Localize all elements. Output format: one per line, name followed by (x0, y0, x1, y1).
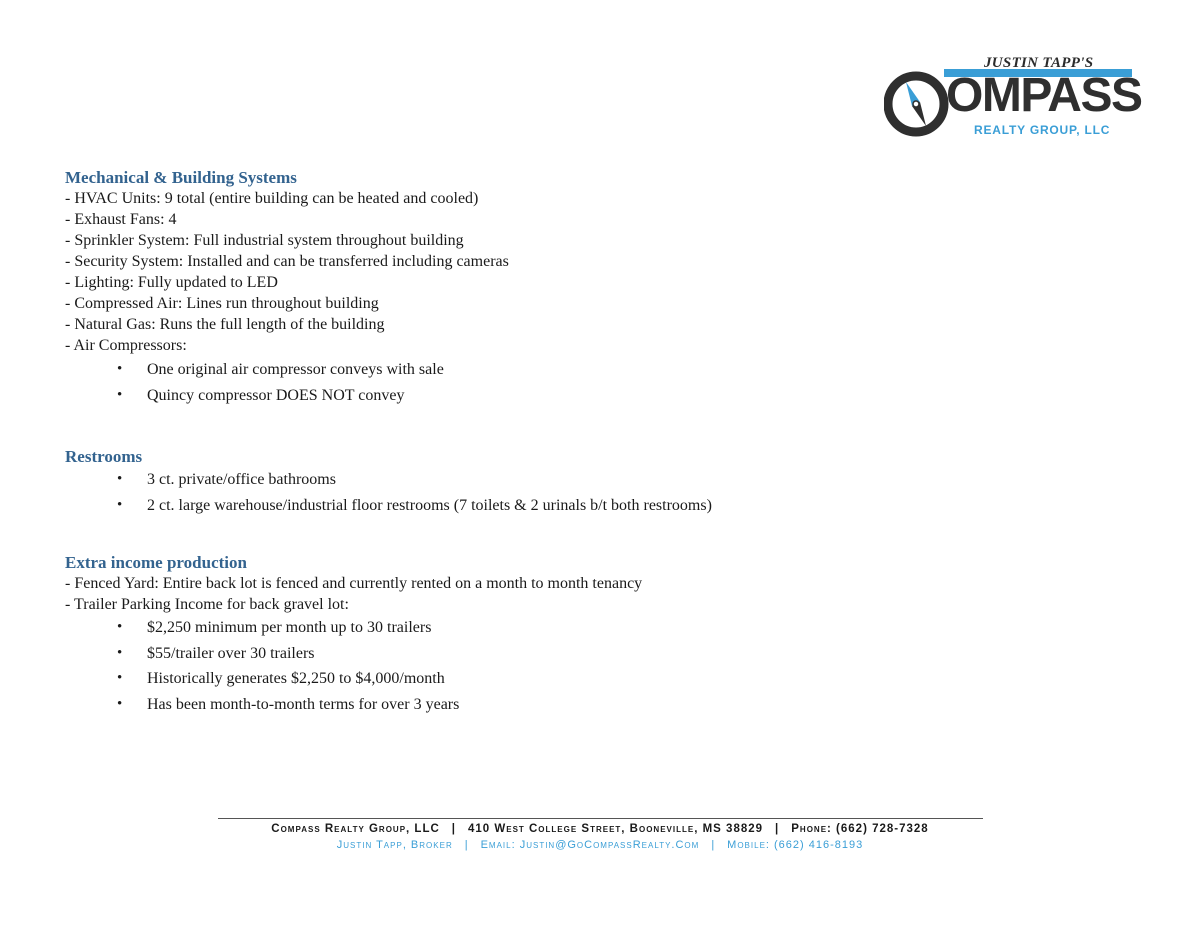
section-heading: Mechanical & Building Systems (65, 168, 297, 187)
section-extra-income (65, 552, 1065, 717)
compass-pivot (913, 101, 919, 107)
text-line: - Security System: Installed and can be transferred including cameras (65, 253, 509, 270)
list-item: • 2 ct. large warehouse/industrial floor restrooms (7 toilets & 2 urinals b/t both restrooms) (65, 493, 1065, 519)
footer-separator: | (464, 839, 469, 851)
footer-company: Compass Realty Group, LLC (271, 823, 440, 835)
footer-mobile: Mobile: (662) 416-8193 (727, 839, 864, 851)
text-line: - Lighting: Fully updated to LED (65, 274, 278, 291)
text-line: - Sprinkler System: Full industrial system throughout building (65, 232, 464, 249)
footer-separator: | (775, 823, 780, 835)
footer-contact-line (0, 839, 1200, 851)
footer-phone: Phone: (662) 728-7328 (791, 823, 929, 835)
document-body (65, 167, 1065, 755)
footer-broker: Justin Tapp, Broker (336, 839, 453, 851)
list-item: • $55/trailer over 30 trailers (65, 641, 1065, 667)
section-heading: Restrooms (65, 447, 143, 466)
logo-top-text: JUSTIN TAPP'S (984, 55, 1094, 71)
footer-email: Email: Justin@GoCompassRealty.Com (480, 839, 700, 851)
footer-company-line (0, 823, 1200, 835)
text-line: - Compressed Air: Lines run throughout building (65, 295, 379, 312)
bullet-list (65, 357, 1065, 408)
list-item: • $2,250 minimum per month up to 30 trailers (65, 615, 1065, 641)
list-item: • One original air compressor conveys with sale (65, 357, 1065, 383)
text-line: - HVAC Units: 9 total (entire building can be heated and cooled) (65, 190, 479, 207)
text-line: - Air Compressors: (65, 337, 187, 354)
footer-divider (218, 818, 983, 819)
company-logo (884, 52, 1142, 142)
text-line: - Fenced Yard: Entire back lot is fenced and currently rented on a month to month tenancy (65, 575, 643, 592)
logo-subtext: REALTY GROUP, LLC (974, 123, 1111, 137)
list-item: • Quincy compressor DOES NOT convey (65, 383, 1065, 409)
footer-separator: | (711, 839, 716, 851)
list-item: • Has been month-to-month terms for over 3 years (65, 692, 1065, 718)
text-line: - Exhaust Fans: 4 (65, 211, 177, 228)
footer-separator: | (451, 823, 457, 835)
list-item: • 3 ct. private/office bathrooms (65, 467, 1065, 493)
text-line: - Trailer Parking Income for back gravel lot: (65, 596, 349, 613)
section-mechanical (65, 167, 1065, 408)
footer-address: 410 West College Street, Booneville, MS 38829 (468, 823, 764, 835)
list-item: • Historically generates $2,250 to $4,000/month (65, 666, 1065, 692)
section-heading: Extra income production (65, 553, 247, 572)
section-restrooms (65, 446, 1065, 518)
logo-wordmark: OMPASS (946, 69, 1142, 122)
text-line: - Natural Gas: Runs the full length of the building (65, 316, 385, 333)
bullet-list (65, 467, 1065, 518)
bullet-list (65, 615, 1065, 717)
